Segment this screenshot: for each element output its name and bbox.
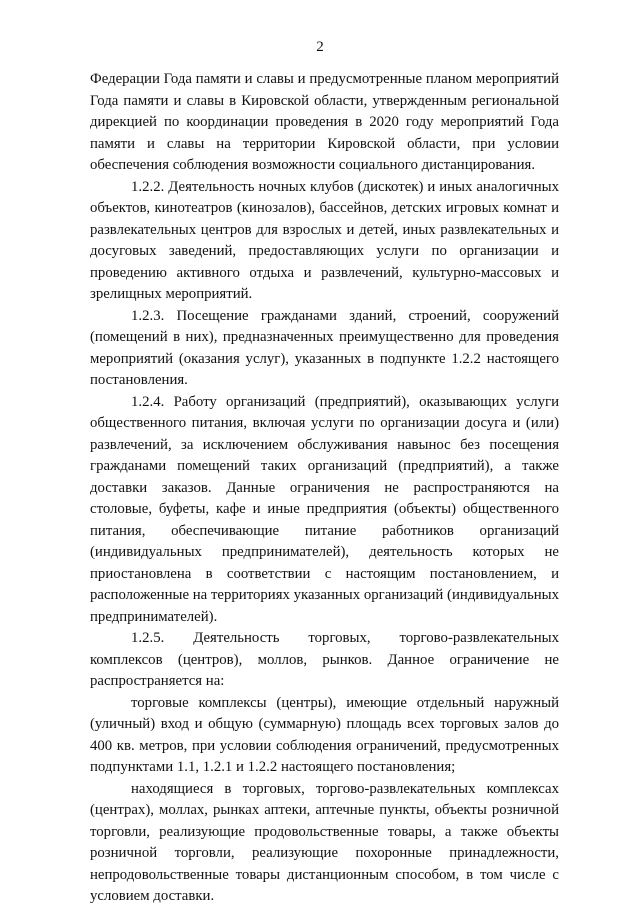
paragraph-exception-pharmacies: находящиеся в торговых, торгово-развлекательных комплексах (центрах), моллах, рынках аптеки, аптечные пункты, объекты розничной торговли, реализующие продовольственные товары, а также объекты розничной торговли, реализующие похоронные принадлежности, непродовольственные товары дистанционным способом, в том числе с условием доставки. bbox=[90, 780, 559, 904]
paragraph-1-2-5: 1.2.5. Деятельность торговых, торгово-развлекательных комплексов (центров), моллов, рынков. Данное ограничение не распространяется на: bbox=[90, 630, 559, 689]
paragraph-1-2-4: 1.2.4. Работу организаций (предприятий), оказывающих услуги общественного питания, включая услуги по организации досуга и (или) развлечений, за исключением обслуживания навынос без посещения гражданами помещений таких организаций (предприятий), а также доставки заказов. Данные ограничения не распространяются на столовые, буфеты, кафе и иные предприятия (объекты) общественного питания, обеспечивающие питание работников организаций (индивидуальных предпринимателей), деятельность которых не приостановлена в соответствии с настоящим постановлением, и расположенные на территориях указанных организаций (индивидуальных предпринимателей). bbox=[90, 393, 559, 625]
paragraph-continuation: Федерации Года памяти и славы и предусмотренные планом мероприятий Года памяти и славы в Кировской области, утвержденным региональной дирекцией по координации проведения в 2020 году мероприятий Года памяти и славы на территории Кировской области, при условии обеспечения соблюдения возможности социального дистанцирования. bbox=[90, 71, 559, 173]
paragraph-1-2-2: 1.2.2. Деятельность ночных клубов (дискотек) и иных аналогичных объектов, кинотеатров (кинозалов), бассейнов, детских игровых комнат и развлекательных центров для взрослых и детей, иных развлекательных и досуговых заведений, предоставляющих услуги по организации и проведению активного отдыха и развлечений, культурно-массовых и зрелищных мероприятий. bbox=[90, 178, 559, 302]
paragraph-1-2-3: 1.2.3. Посещение гражданами зданий, строений, сооружений (помещений в них), предназначенных преимущественно для проведения мероприятий (оказания услуг), указанных в подпункте 1.2.2 настоящего постановления. bbox=[90, 307, 559, 388]
document-body bbox=[90, 69, 559, 908]
paragraph-exception-trade-complexes: торговые комплексы (центры), имеющие отдельный наружный (уличный) вход и общую (суммарную) площадь всех торговых залов до 400 кв. метров, при условии соблюдения ограничений, предусмотренных подпунктами 1.1, 1.2.1 и 1.2.2 настоящего постановления; bbox=[90, 694, 559, 775]
page-number: 2 bbox=[316, 39, 324, 55]
